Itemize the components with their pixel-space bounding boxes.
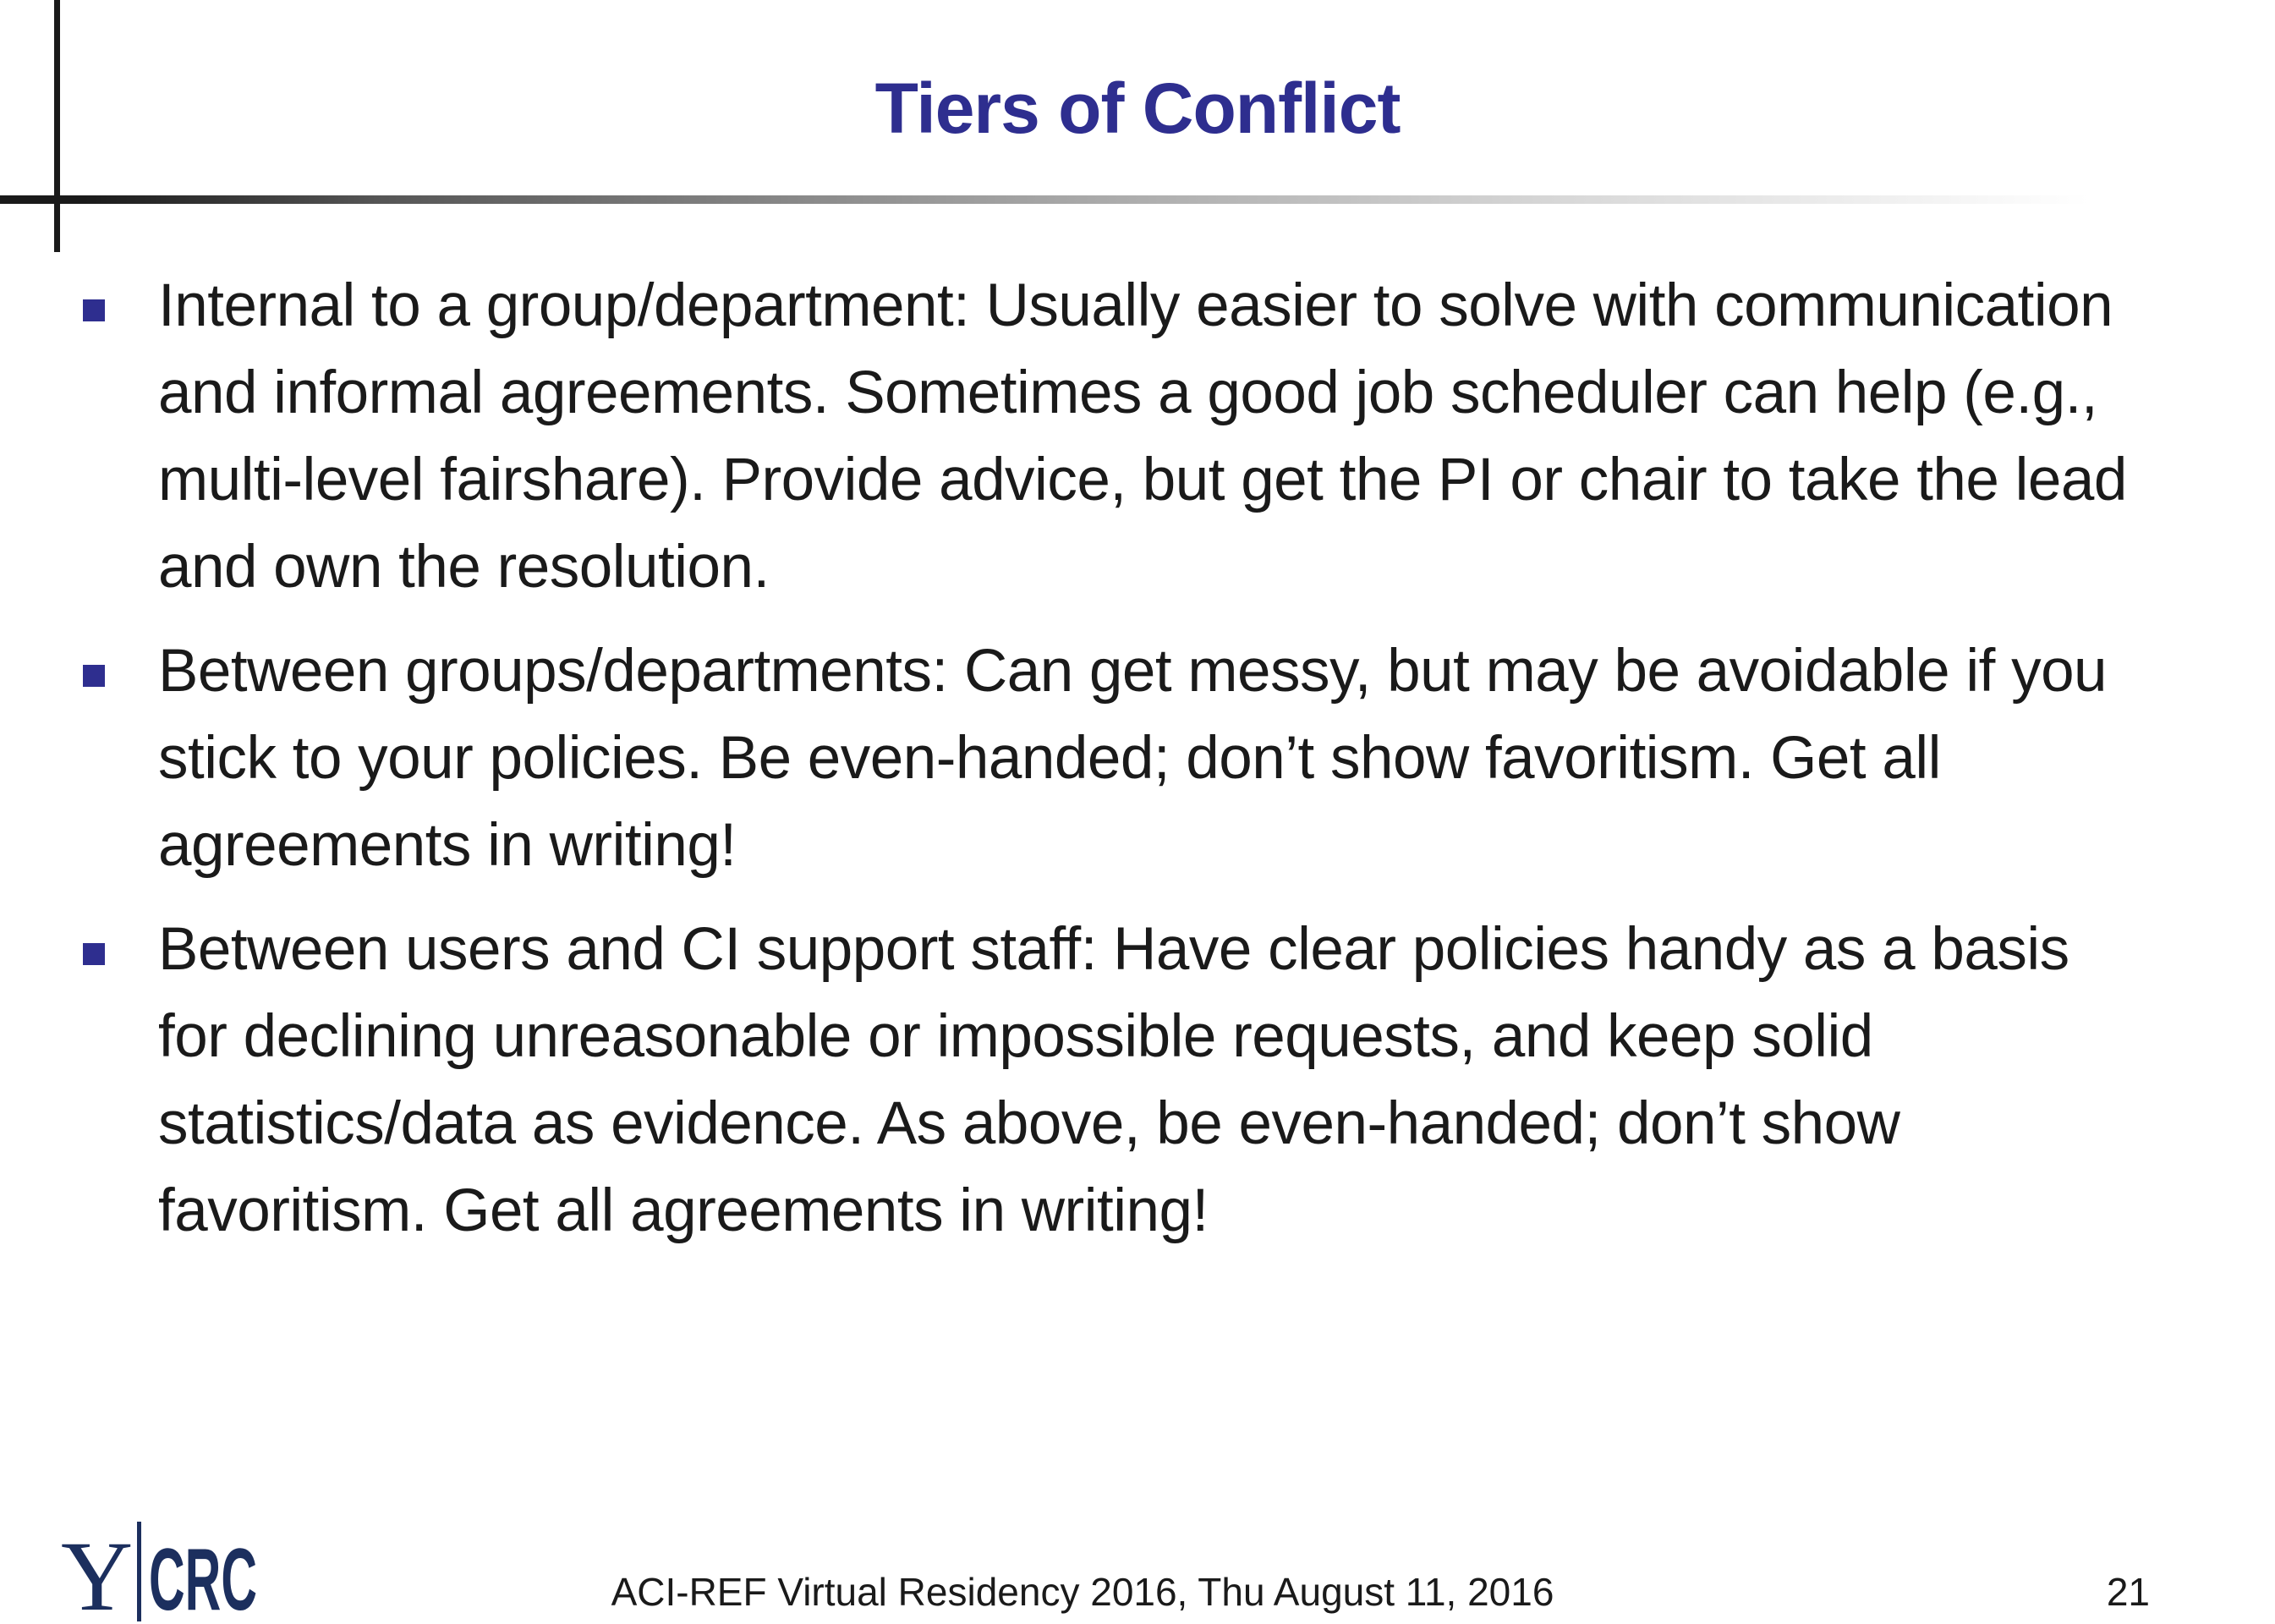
logo-y-letter: Y	[61, 1521, 134, 1624]
square-bullet-icon	[83, 299, 105, 321]
square-bullet-icon	[83, 665, 105, 687]
footer-text: ACI-REF Virtual Residency 2016, Thu August 11, 2016	[611, 1570, 1554, 1614]
slide-title: Tiers of Conflict	[874, 69, 1401, 148]
title-underline-rule	[0, 195, 2089, 204]
page-number: 21	[2106, 1570, 2150, 1614]
bullet-item	[0, 262, 2165, 611]
bullet-item	[0, 628, 2165, 889]
bullet-item	[0, 906, 2165, 1254]
bullet-text: Between groups/departments: Can get messy, but may be avoidable if you stick to your policies. Be even-handed; don’t show favoritism. Get all agreements in writing!	[158, 638, 2108, 879]
logo-crc-text: CRC	[149, 1531, 257, 1624]
bullet-list	[0, 262, 2165, 1271]
bullet-text: Between users and CI support staff: Have clear policies handy as a basis for declining unreasonable or impossible requests, and keep solid statistics/data as evidence. As above, be even-handed; don’t show favoritism. Get all agreements in writing!	[158, 916, 2069, 1244]
bullet-text: Internal to a group/department: Usually easier to solve with communication and informal agreements. Sometimes a good job scheduler can help (e.g., multi-level fairshare). Provide advice, but get the PI or chair to take the lead and own the resolution.	[158, 272, 2127, 601]
square-bullet-icon	[83, 943, 105, 965]
footer	[0, 1569, 2165, 1615]
